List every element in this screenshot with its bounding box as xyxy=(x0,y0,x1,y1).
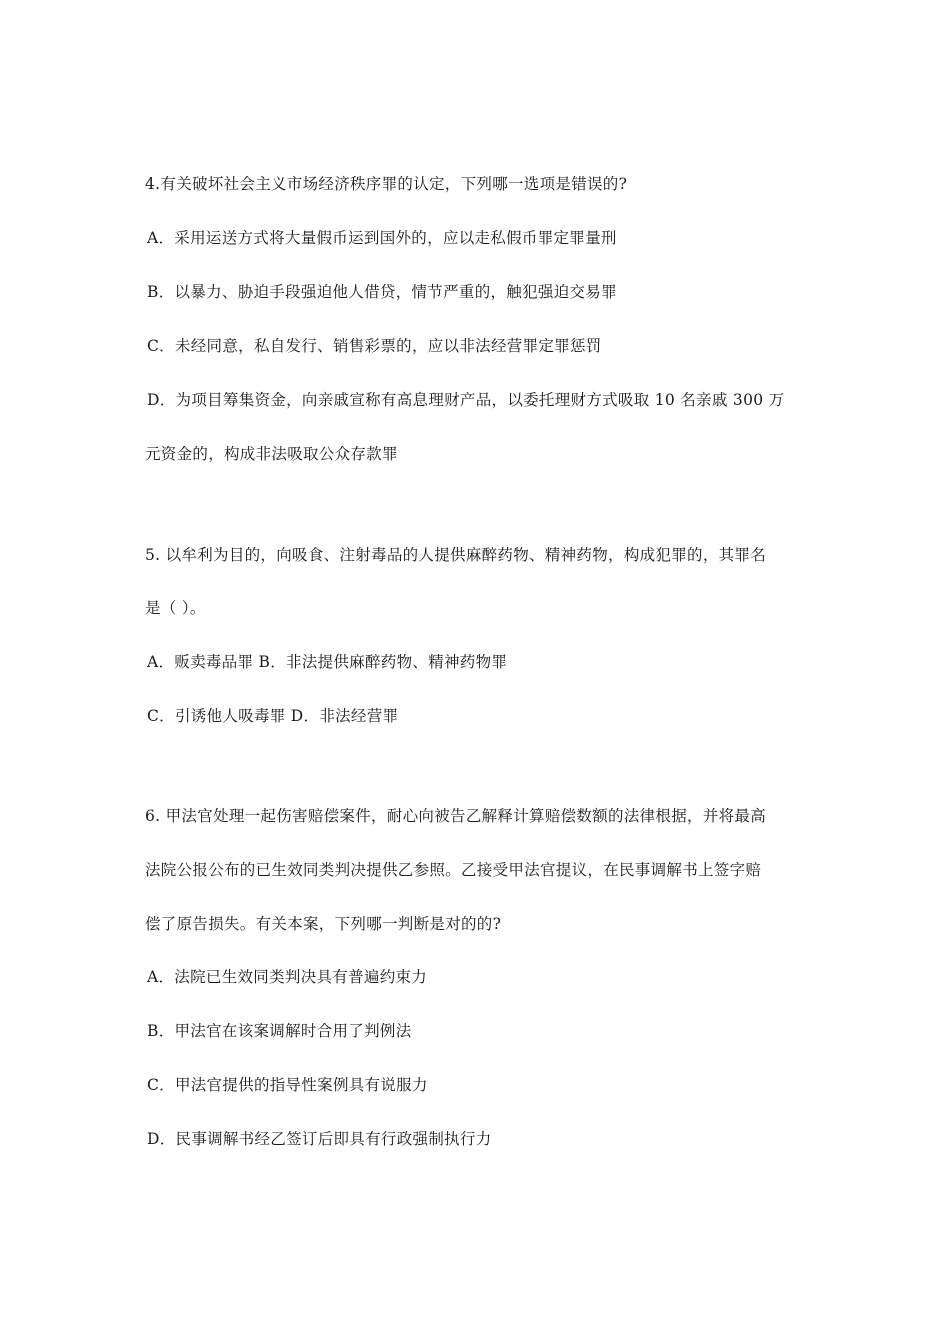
question-4-option-b: B．以暴力、胁迫手段强迫他人借贷，情节严重的，触犯强迫交易罪 xyxy=(147,283,617,301)
question-4-option-d: D．为项目筹集资金，向亲戚宣称有高息理财产品，以委托理财方式吸取 10 名亲戚 300 万 xyxy=(147,391,785,409)
question-5-options-ab: A．贩卖毒品罪 B．非法提供麻醉药物、精神药物罪 xyxy=(147,653,508,671)
question-6-stem-line-3: 偿了原告损失。有关本案，下列哪一判断是对的的? xyxy=(145,915,502,933)
question-6-stem-line-2: 法院公报公布的已生效同类判决提供乙参照。乙接受甲法官提议，在民事调解书上签字赔 xyxy=(145,861,762,879)
question-4-option-a: A．采用运送方式将大量假币运到国外的，应以走私假币罪定罪量刑 xyxy=(147,229,617,247)
question-5-options-cd: C．引诱他人吸毒罪 D．非法经营罪 xyxy=(147,707,399,725)
question-4-stem: 4.有关破坏社会主义市场经济秩序罪的认定，下列哪一选项是错误的? xyxy=(145,175,628,193)
question-5-stem: 5. 以牟利为目的，向吸食、注射毒品的人提供麻醉药物、精神药物，构成犯罪的，其罪名 xyxy=(145,546,767,564)
question-4-option-c: C．未经同意，私自发行、销售彩票的，应以非法经营罪定罪惩罚 xyxy=(147,337,602,355)
question-6-option-d: D．民事调解书经乙签订后即具有行政强制执行力 xyxy=(147,1130,492,1148)
question-6-option-b: B．甲法官在该案调解时合用了判例法 xyxy=(147,1022,412,1040)
question-6-stem: 6. 甲法官处理一起伤害赔偿案件，耐心向被告乙解释计算赔偿数额的法律根据，并将最高 xyxy=(145,807,767,825)
question-6-option-a: A．法院已生效同类判决具有普遍约束力 xyxy=(147,968,428,986)
question-5-stem-continued: 是（ ）。 xyxy=(145,599,206,617)
question-6-option-c: C．甲法官提供的指导性案例具有说服力 xyxy=(147,1076,428,1094)
question-4-option-d-continued: 元资金的，构成非法吸取公众存款罪 xyxy=(145,445,398,463)
